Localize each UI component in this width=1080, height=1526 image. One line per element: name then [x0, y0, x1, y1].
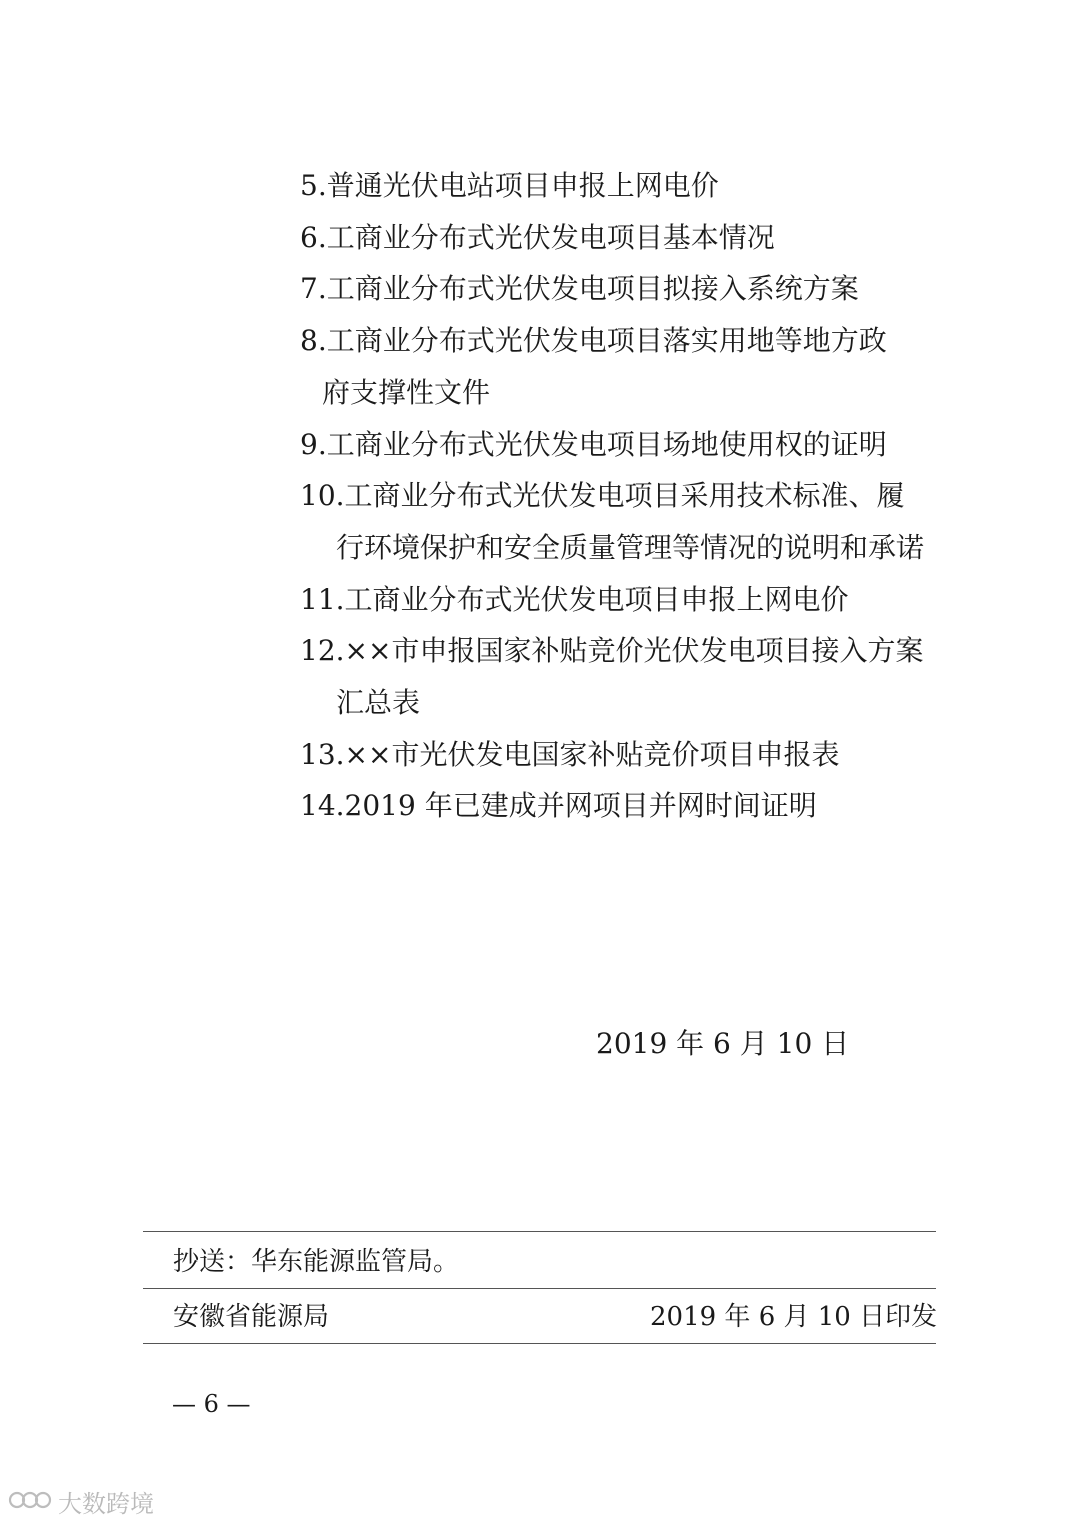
attachment-text: 8.工商业分布式光伏发电项目落实用地等地方政	[300, 324, 887, 358]
attachment-text: 10.工商业分布式光伏发电项目采用技术标准、履	[300, 479, 905, 513]
attachment-text: 6.工商业分布式光伏发电项目基本情况	[300, 220, 775, 254]
attachment-item-14	[300, 780, 940, 832]
issue-date: 2019 年 6 月 10 日印发	[650, 1302, 938, 1332]
watermark	[8, 1487, 154, 1520]
page-number: — 6 —	[172, 1390, 251, 1418]
attachment-text: 13.××市光伏发电国家补贴竞价项目申报表	[300, 737, 840, 771]
cc-recipients: 抄送：华东能源监管局。	[173, 1247, 460, 1277]
attachment-text: 9.工商业分布式光伏发电项目场地使用权的证明	[300, 427, 887, 461]
footer-rule-top	[143, 1231, 936, 1232]
attachment-item-7	[300, 263, 940, 315]
attachment-text-continued: 府支撑性文件	[322, 375, 491, 409]
logo-icon	[8, 1487, 52, 1520]
attachment-item-10	[300, 470, 940, 573]
attachment-text: 7.工商业分布式光伏发电项目拟接入系统方案	[300, 272, 859, 306]
attachment-item-6	[300, 212, 940, 264]
signature-date: 2019 年 6 月 10 日	[596, 1027, 850, 1060]
attachment-list	[300, 160, 940, 832]
watermark-text: 大数跨境	[58, 1489, 154, 1518]
attachment-item-8	[300, 315, 940, 418]
attachment-item-12	[300, 625, 940, 728]
issuing-authority: 安徽省能源局	[173, 1302, 330, 1332]
attachment-text: 14.2019 年已建成并网项目并网时间证明	[300, 789, 817, 823]
attachment-item-9	[300, 419, 940, 471]
attachment-text-continued: 汇总表	[336, 686, 421, 720]
attachment-text: 12.××市申报国家补贴竞价光伏发电项目接入方案	[300, 634, 924, 668]
attachment-text-continued: 行环境保护和安全质量管理等情况的说明和承诺	[336, 530, 925, 564]
footer-rule-bottom	[143, 1343, 936, 1344]
attachment-item-13	[300, 729, 940, 781]
attachment-text: 11.工商业分布式光伏发电项目申报上网电价	[300, 582, 849, 616]
footer-rule-middle	[143, 1288, 936, 1289]
attachment-item-11	[300, 574, 940, 626]
attachment-item-5	[300, 160, 940, 212]
attachment-text: 5.普通光伏电站项目申报上网电价	[300, 169, 719, 202]
